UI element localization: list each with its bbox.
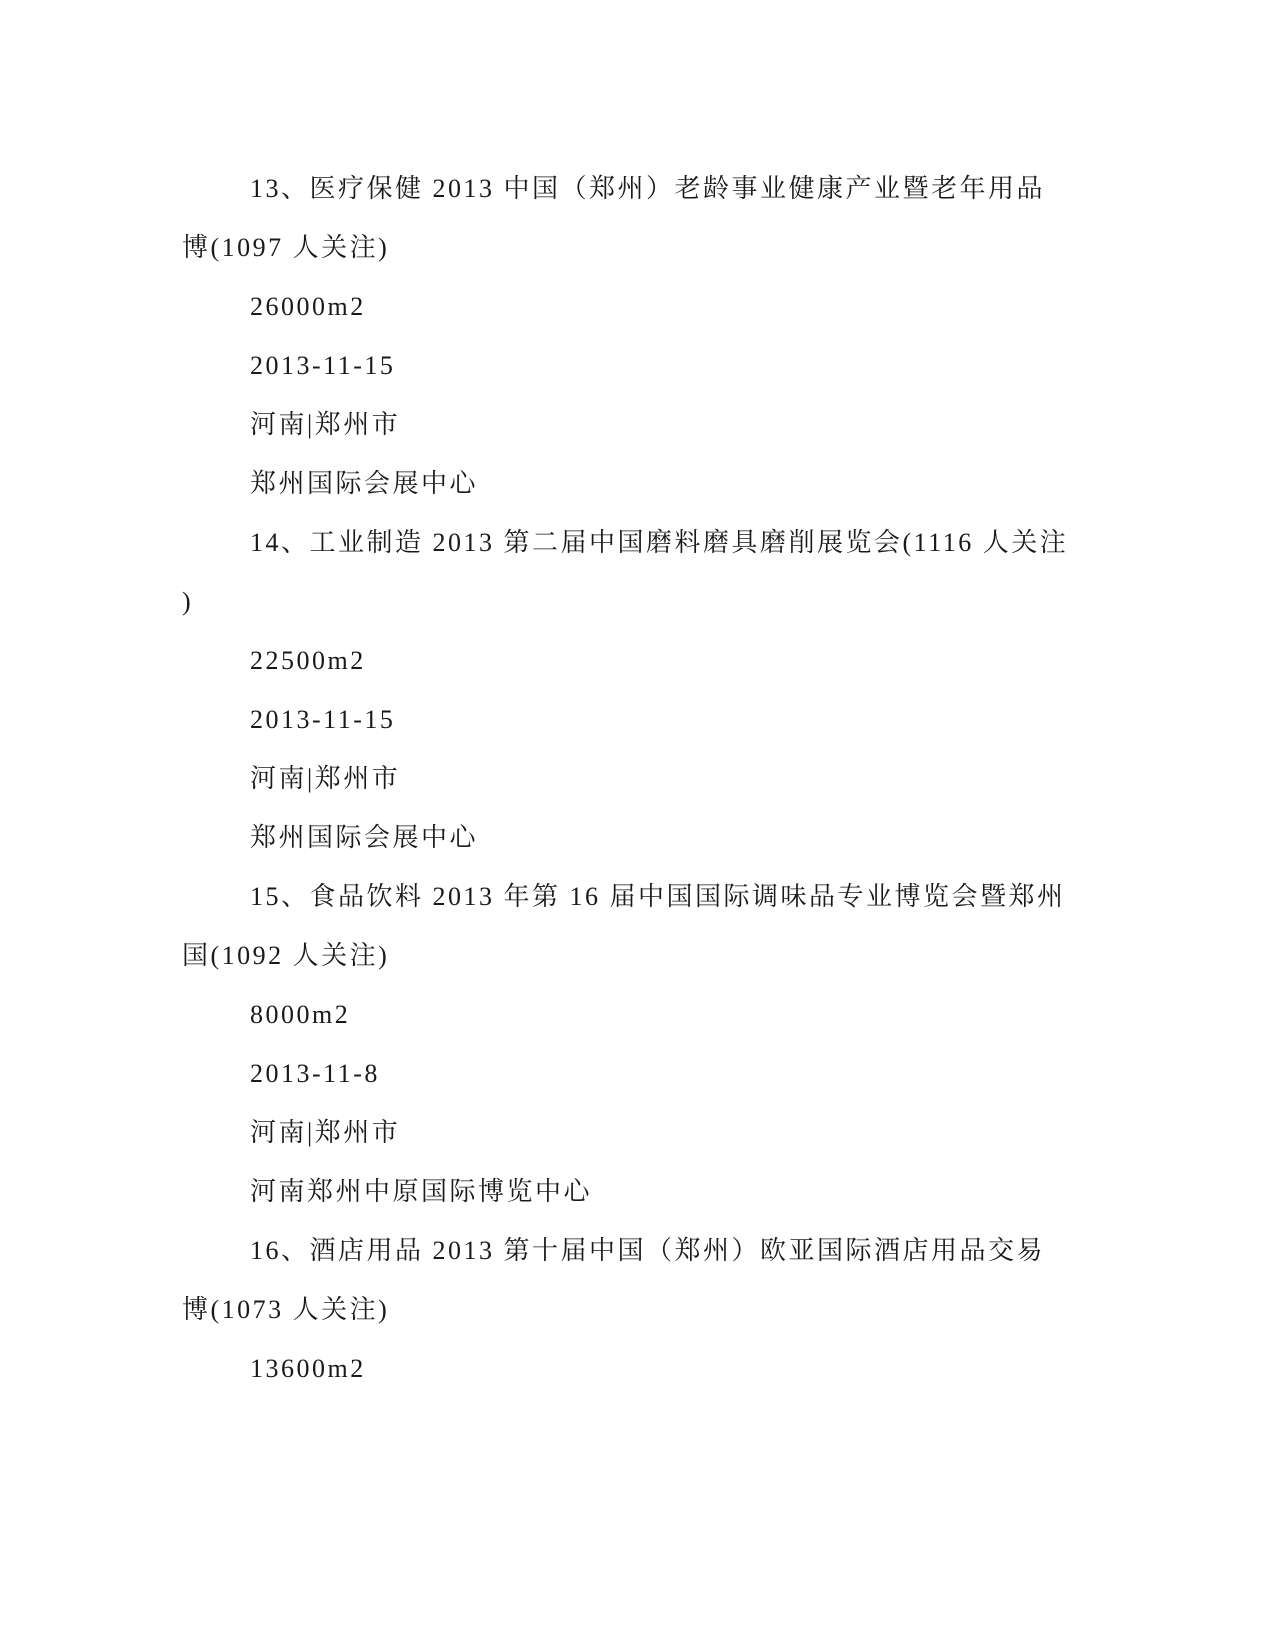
entry-13-area: 26000m2: [250, 292, 366, 321]
entry-14-title: 14、工业制造 2013 第二届中国磨料磨具磨削展览会(1116 人关注: [250, 528, 1069, 557]
entry-14-venue: 郑州国际会展中心: [250, 823, 479, 852]
entry-13-date: 2013-11-15: [250, 351, 396, 380]
entry-13-city: 河南|郑州市: [250, 410, 401, 439]
entry-14-city: 河南|郑州市: [250, 764, 401, 793]
entry-15-date: 2013-11-8: [250, 1059, 380, 1088]
entry-13-venue: 郑州国际会展中心: [250, 469, 479, 498]
entry-14-date: 2013-11-15: [250, 705, 396, 734]
entry-13-title-continued: 博(1097 人关注): [182, 233, 390, 262]
entry-14-title-continued: ): [182, 587, 194, 616]
entry-15-venue: 河南郑州中原国际博览中心: [250, 1177, 593, 1206]
entry-15-area: 8000m2: [250, 1000, 351, 1029]
entry-16-title-continued: 博(1073 人关注): [182, 1295, 390, 1324]
entry-14-area: 22500m2: [250, 646, 366, 675]
entry-15-title: 15、食品饮料 2013 年第 16 届中国国际调味品专业博览会暨郑州: [250, 882, 1066, 911]
entry-13-title: 13、医疗保健 2013 中国（郑州）老龄事业健康产业暨老年用品: [250, 174, 1046, 203]
entry-15-title-continued: 国(1092 人关注): [182, 941, 390, 970]
entry-16-title: 16、酒店用品 2013 第十届中国（郑州）欧亚国际酒店用品交易: [250, 1236, 1046, 1265]
entry-16-area: 13600m2: [250, 1354, 366, 1383]
entry-15-city: 河南|郑州市: [250, 1118, 401, 1147]
document-body: [182, 159, 1069, 1398]
